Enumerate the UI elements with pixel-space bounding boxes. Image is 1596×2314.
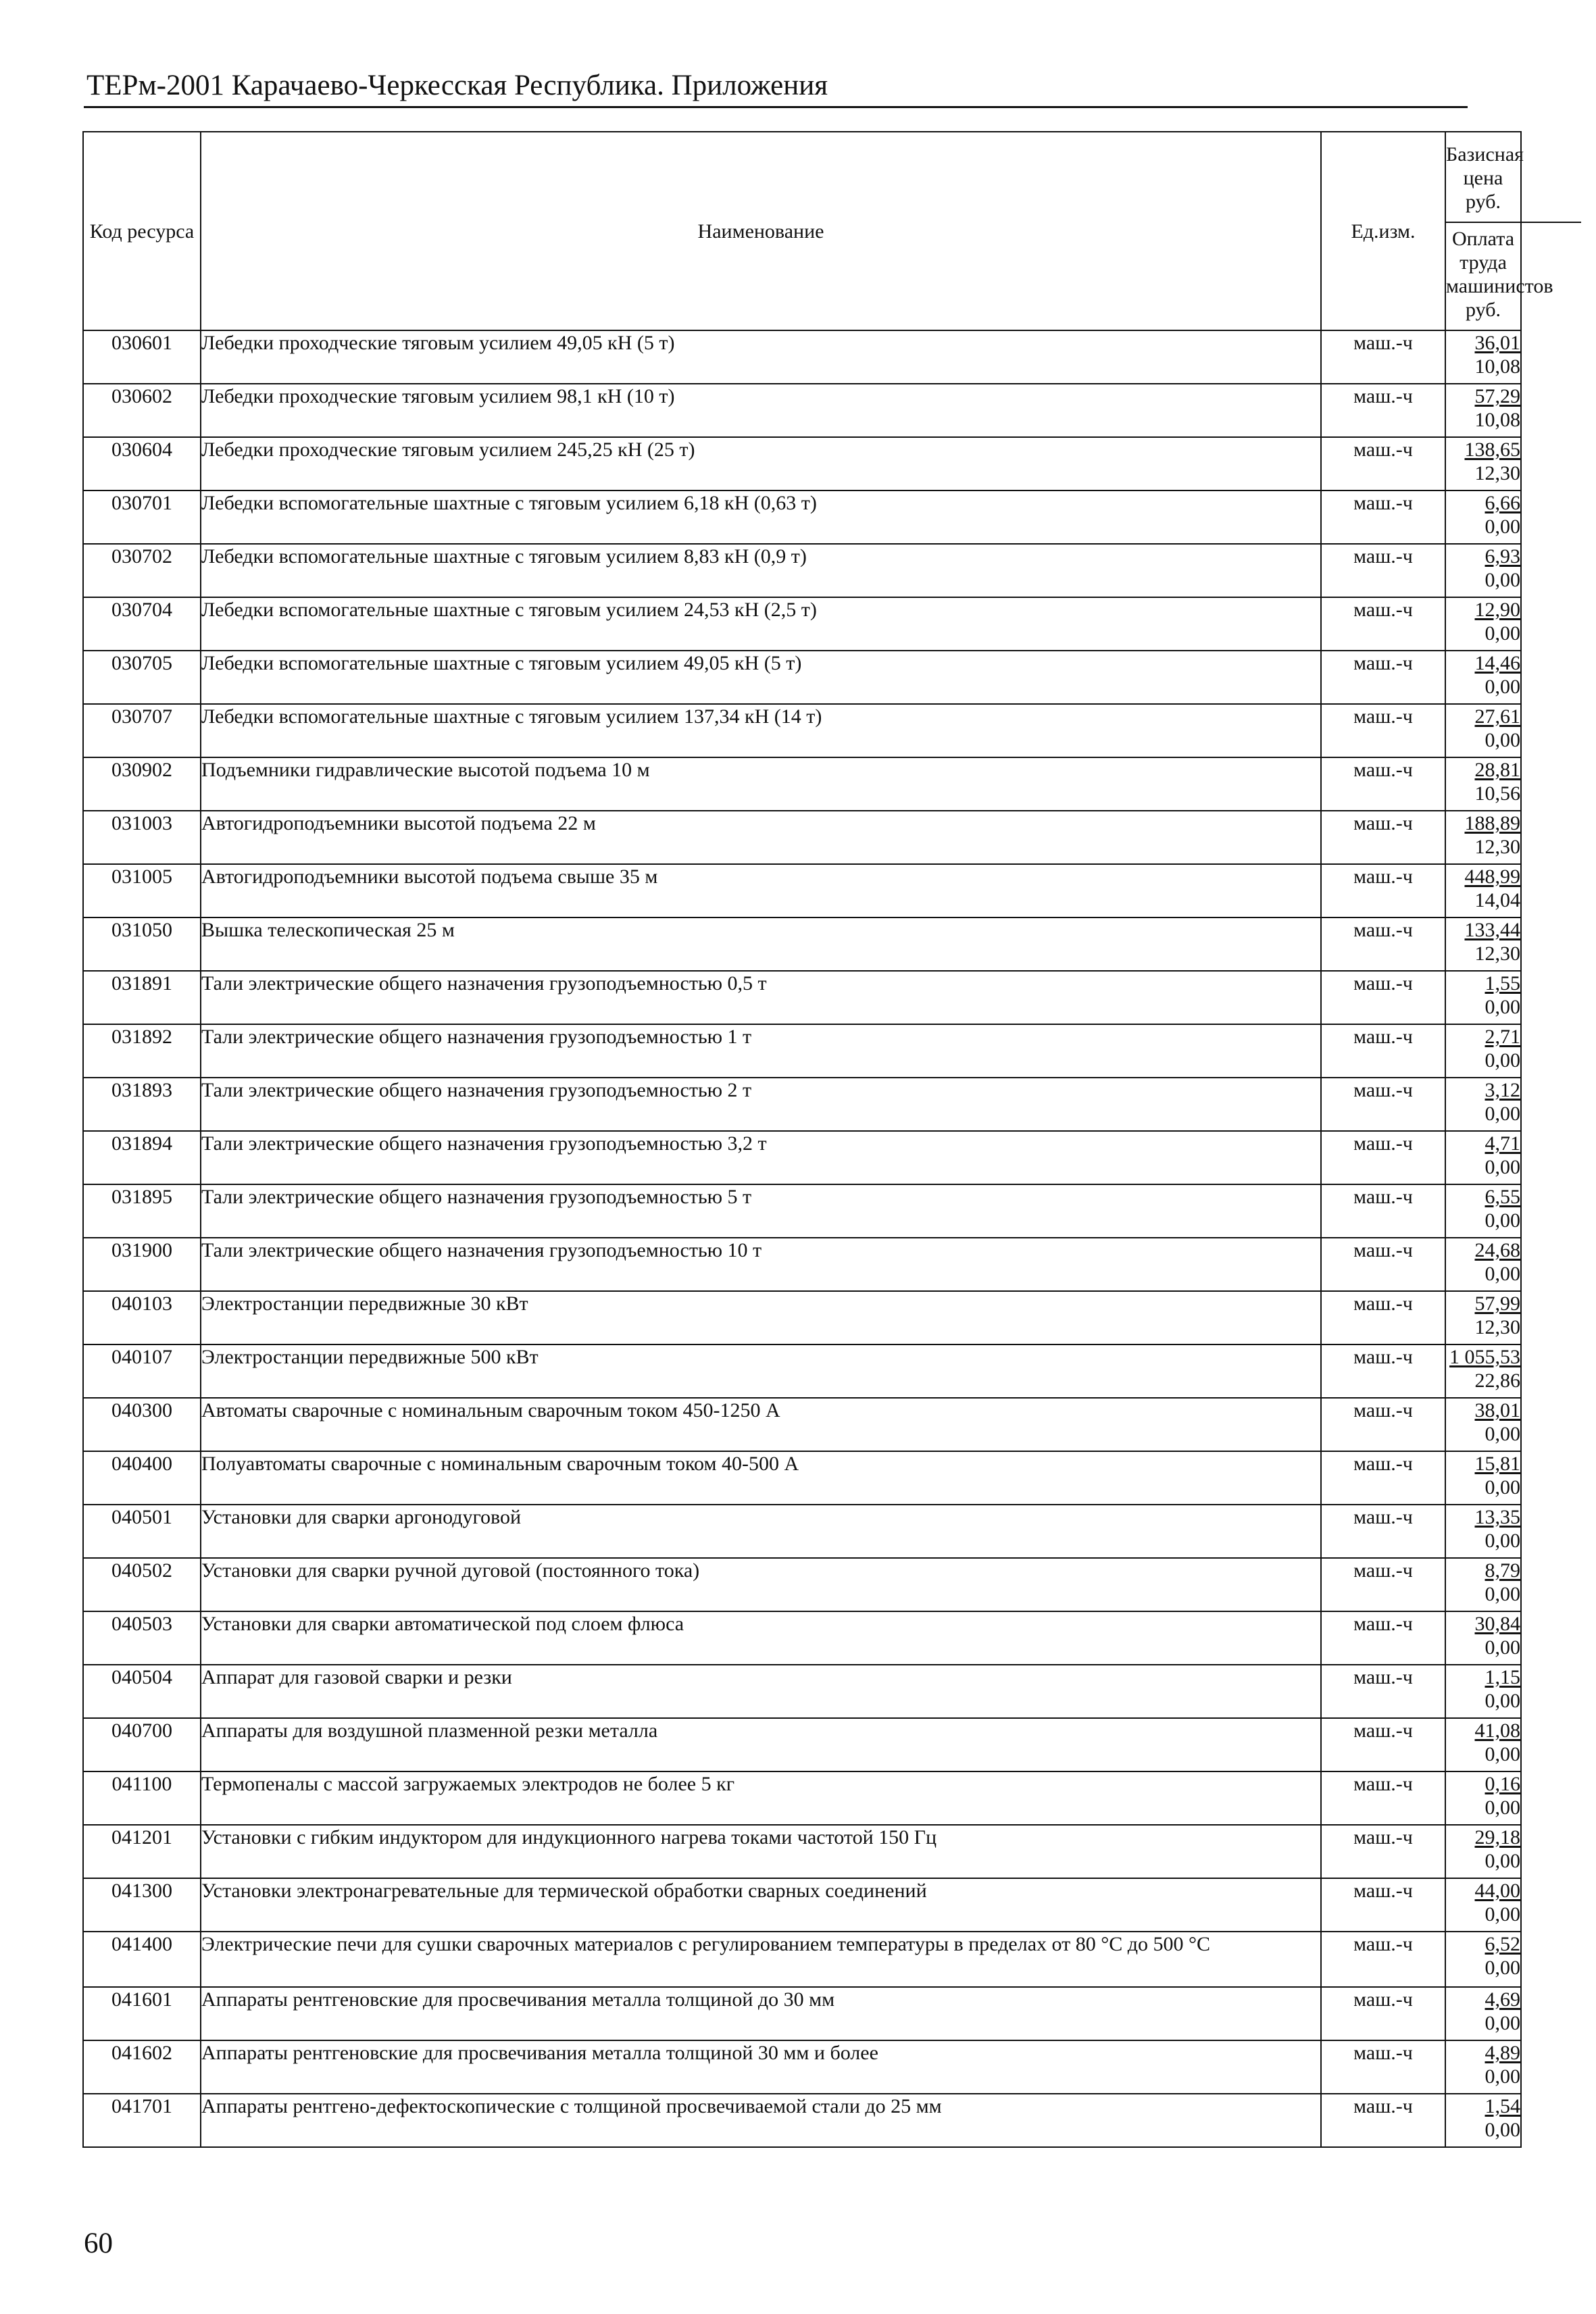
base-price-value: 36,01 [1474,332,1520,354]
price-cell [1445,1665,1521,1718]
unit-cell: маш.-ч [1321,1825,1445,1878]
header-rule [84,106,1468,108]
table-row [83,384,1521,437]
base-price-value: 29,18 [1474,1826,1520,1848]
operator-wage-value: 14,04 [1474,889,1520,911]
base-price-value: 1,55 [1485,972,1520,995]
resource-code-cell: 040502 [83,1558,201,1611]
column-header-unit: Ед.изм. [1321,132,1445,330]
operator-wage-value: 0,00 [1485,2119,1520,2141]
operator-wage-value: 0,00 [1485,1209,1520,1232]
resource-code-cell: 031894 [83,1131,201,1184]
unit-cell: маш.-ч [1321,864,1445,917]
operator-wage-value: 0,00 [1485,569,1520,591]
resource-name-cell: Электрические печи для сушки сварочных материалов с регулированием температуры в пределах от 80 °С до 500 °С [201,1932,1321,1987]
unit-cell: маш.-ч [1321,1451,1445,1505]
price-cell [1445,757,1521,811]
table-header [83,132,1553,330]
price-cell [1445,1558,1521,1611]
resource-code-cell: 030702 [83,544,201,597]
unit-cell: маш.-ч [1321,971,1445,1024]
base-price-value: 448,99 [1464,865,1520,888]
resource-name-cell: Вышка телескопическая 25 м [201,917,1321,971]
unit-cell: маш.-ч [1321,1932,1445,1987]
operator-wage-value: 0,00 [1485,1903,1520,1926]
unit-cell: маш.-ч [1321,704,1445,757]
price-cell [1445,1771,1521,1825]
table-row [83,437,1521,491]
unit-cell: маш.-ч [1321,384,1445,437]
resource-code-cell: 030704 [83,597,201,651]
resource-name-cell: Автоматы сварочные с номинальным сварочным током 450-1250 А [201,1398,1321,1451]
column-header-code: Код ресурса [83,132,201,330]
operator-wage-value: 0,00 [1485,1049,1520,1072]
price-cell [1445,1451,1521,1505]
table-row [83,1987,1521,2040]
resource-name-cell: Лебедки проходческие тяговым усилием 49,05 кН (5 т) [201,330,1321,384]
table-row [83,1558,1521,1611]
base-price-value: 0,16 [1485,1773,1520,1795]
resource-name-cell: Подъемники гидравлические высотой подъема 10 м [201,757,1321,811]
resource-name-cell: Лебедки проходческие тяговым усилием 245,25 кН (25 т) [201,437,1321,491]
operator-wage-value: 12,30 [1474,462,1520,484]
page-number: 60 [84,2228,113,2259]
resource-name-cell: Установки с гибким индуктором для индукционного нагрева токами частотой 150 Гц [201,1825,1321,1878]
resource-code-cell: 030701 [83,491,201,544]
operator-wage-value: 0,00 [1485,996,1520,1018]
table-row [83,864,1521,917]
table-row [83,651,1521,704]
unit-cell: маш.-ч [1321,757,1445,811]
column-header-divider [1446,222,1581,223]
table-row [83,704,1521,757]
unit-cell: маш.-ч [1321,1238,1445,1291]
price-cell [1445,1718,1521,1771]
operator-wage-value: 0,00 [1485,1636,1520,1659]
unit-cell: маш.-ч [1321,1344,1445,1398]
resource-name-cell: Автогидроподъемники высотой подъема свыше 35 м [201,864,1321,917]
table-row [83,1878,1521,1932]
resource-name-cell: Лебедки проходческие тяговым усилием 98,1 кН (10 т) [201,384,1321,437]
table-row [83,2094,1521,2147]
price-cell [1445,1878,1521,1932]
unit-cell: маш.-ч [1321,1558,1445,1611]
resource-code-cell: 030602 [83,384,201,437]
resource-name-cell: Тали электрические общего назначения грузоподъемностью 1 т [201,1024,1321,1078]
unit-cell: маш.-ч [1321,1184,1445,1238]
unit-cell: маш.-ч [1321,1611,1445,1665]
table-row [83,1451,1521,1505]
price-cell [1445,1291,1521,1344]
unit-cell: маш.-ч [1321,1291,1445,1344]
resource-code-cell: 040107 [83,1344,201,1398]
resource-name-cell: Установки для сварки аргонодуговой [201,1505,1321,1558]
price-cell [1445,1184,1521,1238]
base-price-value: 3,12 [1485,1079,1520,1101]
resource-code-cell: 031893 [83,1078,201,1131]
resource-name-cell: Автогидроподъемники высотой подъема 22 м [201,811,1321,864]
unit-cell: маш.-ч [1321,1024,1445,1078]
resource-code-cell: 030604 [83,437,201,491]
base-price-value: 4,71 [1485,1132,1520,1155]
operator-wage-value: 0,00 [1485,1156,1520,1178]
resource-code-cell: 030601 [83,330,201,384]
table-row [83,1932,1521,1987]
resource-name-cell: Термопеналы с массой загружаемых электродов не более 5 кг [201,1771,1321,1825]
resource-code-cell: 040103 [83,1291,201,1344]
resource-table [82,131,1553,2148]
operator-wage-value: 12,30 [1474,1316,1520,1338]
resource-name-cell: Электростанции передвижные 500 кВт [201,1344,1321,1398]
operator-wage-value: 0,00 [1485,622,1520,645]
resource-code-cell: 041201 [83,1825,201,1878]
operator-wage-value: 0,00 [1485,1263,1520,1285]
resource-code-cell: 040300 [83,1398,201,1451]
resource-name-cell: Аппараты рентгеновские для просвечивания металла толщиной 30 мм и более [201,2040,1321,2094]
operator-wage-value: 0,00 [1485,1743,1520,1765]
price-cell [1445,651,1521,704]
operator-wage-value: 0,00 [1485,676,1520,698]
resource-name-cell: Тали электрические общего назначения грузоподъемностью 5 т [201,1184,1321,1238]
operator-wage-value: 0,00 [1485,1583,1520,1605]
resource-name-cell: Полуавтоматы сварочные с номинальным сварочным током 40-500 А [201,1451,1321,1505]
resource-code-cell: 041400 [83,1932,201,1987]
unit-cell: маш.-ч [1321,651,1445,704]
table-row [83,491,1521,544]
resource-name-cell: Установки для сварки автоматической под слоем флюса [201,1611,1321,1665]
price-cell [1445,1932,1521,1987]
resource-name-cell: Лебедки вспомогательные шахтные с тяговым усилием 24,53 кН (2,5 т) [201,597,1321,651]
unit-cell: маш.-ч [1321,2040,1445,2094]
unit-cell: маш.-ч [1321,1987,1445,2040]
table-row [83,1238,1521,1291]
unit-cell: маш.-ч [1321,917,1445,971]
table-row [83,1771,1521,1825]
resource-name-cell: Тали электрические общего назначения грузоподъемностью 10 т [201,1238,1321,1291]
resource-name-cell: Лебедки вспомогательные шахтные с тяговым усилием 137,34 кН (14 т) [201,704,1321,757]
resource-name-cell: Аппарат для газовой сварки и резки [201,1665,1321,1718]
resource-code-cell: 031050 [83,917,201,971]
resource-code-cell: 031900 [83,1238,201,1291]
operator-wage-value: 0,00 [1485,2065,1520,2088]
price-cell [1445,2094,1521,2147]
base-price-value: 8,79 [1485,1559,1520,1582]
unit-cell: маш.-ч [1321,1398,1445,1451]
operator-wage-value: 22,86 [1474,1369,1520,1392]
unit-cell: маш.-ч [1321,1771,1445,1825]
unit-cell: маш.-ч [1321,330,1445,384]
table-row [83,1131,1521,1184]
resource-name-cell: Установки для сварки ручной дуговой (постоянного тока) [201,1558,1321,1611]
price-cell [1445,1505,1521,1558]
price-cell [1445,1078,1521,1131]
resource-name-cell: Аппараты для воздушной плазменной резки металла [201,1718,1321,1771]
base-price-value: 1,54 [1485,2095,1520,2117]
base-price-value: 38,01 [1474,1399,1520,1422]
base-price-value: 4,89 [1485,2042,1520,2064]
table-row [83,1398,1521,1451]
resource-code-cell: 041602 [83,2040,201,2094]
operator-wage-value: 10,08 [1474,409,1520,431]
resource-code-cell: 040700 [83,1718,201,1771]
resource-code-cell: 031891 [83,971,201,1024]
base-price-value: 6,55 [1485,1186,1520,1208]
unit-cell: маш.-ч [1321,437,1445,491]
base-price-value: 30,84 [1474,1613,1520,1635]
unit-cell: маш.-ч [1321,491,1445,544]
table-row [83,1611,1521,1665]
operator-wage-value: 0,00 [1485,2012,1520,2034]
unit-cell: маш.-ч [1321,1878,1445,1932]
price-cell [1445,384,1521,437]
resource-code-cell: 030705 [83,651,201,704]
base-price-value: 27,61 [1474,705,1520,728]
resource-name-cell: Тали электрические общего назначения грузоподъемностью 2 т [201,1078,1321,1131]
operator-wage-value: 10,08 [1474,355,1520,378]
unit-cell: маш.-ч [1321,544,1445,597]
operator-wage-value: 0,00 [1485,1103,1520,1125]
base-price-value: 2,71 [1485,1026,1520,1048]
unit-cell: маш.-ч [1321,597,1445,651]
table-row [83,1825,1521,1878]
operator-wage-value: 10,56 [1474,782,1520,805]
table-body [83,330,1521,2147]
price-cell [1445,1825,1521,1878]
base-price-value: 6,66 [1485,492,1520,514]
resource-code-cell: 031892 [83,1024,201,1078]
resource-name-cell: Тали электрические общего назначения грузоподъемностью 0,5 т [201,971,1321,1024]
base-price-value: 1,15 [1485,1666,1520,1688]
column-header-price [1445,132,1553,330]
base-price-value: 41,08 [1474,1719,1520,1742]
table-row [83,1665,1521,1718]
resource-code-cell: 041701 [83,2094,201,2147]
price-cell [1445,544,1521,597]
table-row [83,757,1521,811]
column-header-name: Наименование [201,132,1321,330]
price-cell [1445,1987,1521,2040]
unit-cell: маш.-ч [1321,811,1445,864]
table-row [83,1078,1521,1131]
resource-code-cell: 041601 [83,1987,201,2040]
resource-code-cell: 040501 [83,1505,201,1558]
base-price-value: 28,81 [1474,759,1520,781]
base-price-value: 4,69 [1485,1988,1520,2011]
price-cell [1445,1024,1521,1078]
resource-name-cell: Аппараты рентгеновские для просвечивания металла толщиной до 30 мм [201,1987,1321,2040]
table-row [83,1024,1521,1078]
table-row [83,917,1521,971]
operator-wage-value: 0,00 [1485,1690,1520,1712]
table-row [83,1184,1521,1238]
resource-code-cell: 031895 [83,1184,201,1238]
price-cell [1445,1238,1521,1291]
column-header-base-price: Базисная цена руб. [1446,143,1524,213]
operator-wage-value: 0,00 [1485,729,1520,751]
resource-name-cell: Электростанции передвижные 30 кВт [201,1291,1321,1344]
price-cell [1445,597,1521,651]
table-row [83,1718,1521,1771]
operator-wage-value: 0,00 [1485,1850,1520,1872]
resource-code-cell: 040504 [83,1665,201,1718]
resource-code-cell: 031005 [83,864,201,917]
table-row [83,597,1521,651]
price-cell [1445,330,1521,384]
base-price-value: 44,00 [1474,1880,1520,1902]
unit-cell: маш.-ч [1321,1131,1445,1184]
resource-name-cell: Лебедки вспомогательные шахтные с тяговым усилием 49,05 кН (5 т) [201,651,1321,704]
table-row [83,544,1521,597]
price-cell [1445,971,1521,1024]
price-cell [1445,1398,1521,1451]
table-row [83,1291,1521,1344]
base-price-value: 13,35 [1474,1506,1520,1528]
unit-cell: маш.-ч [1321,2094,1445,2147]
resource-code-cell: 030707 [83,704,201,757]
resource-name-cell: Лебедки вспомогательные шахтные с тяговым усилием 6,18 кН (0,63 т) [201,491,1321,544]
operator-wage-value: 12,30 [1474,836,1520,858]
operator-wage-value: 12,30 [1474,942,1520,965]
resource-name-cell: Лебедки вспомогательные шахтные с тяговым усилием 8,83 кН (0,9 т) [201,544,1321,597]
page-header-title: ТЕРм-2001 Карачаево-Черкесская Республика. Приложения [86,70,828,101]
resource-code-cell: 041300 [83,1878,201,1932]
base-price-value: 57,99 [1474,1292,1520,1315]
table-row [83,1505,1521,1558]
base-price-value: 24,68 [1474,1239,1520,1261]
price-cell [1445,1131,1521,1184]
unit-cell: маш.-ч [1321,1665,1445,1718]
resource-name-cell: Тали электрические общего назначения грузоподъемностью 3,2 т [201,1131,1321,1184]
price-cell [1445,917,1521,971]
operator-wage-value: 0,00 [1485,515,1520,538]
base-price-value: 138,65 [1464,438,1520,461]
price-cell [1445,864,1521,917]
resource-code-cell: 040400 [83,1451,201,1505]
resource-name-cell: Аппараты рентгено-дефектоскопические с толщиной просвечиваемой стали до 25 мм [201,2094,1321,2147]
base-price-value: 6,93 [1485,545,1520,568]
price-cell [1445,491,1521,544]
column-header-operator-wage: Оплата труда машинистов руб. [1446,227,1553,321]
unit-cell: маш.-ч [1321,1718,1445,1771]
unit-cell: маш.-ч [1321,1505,1445,1558]
base-price-value: 57,29 [1474,385,1520,407]
operator-wage-value: 0,00 [1485,1796,1520,1819]
price-cell [1445,2040,1521,2094]
operator-wage-value: 0,00 [1485,1423,1520,1445]
operator-wage-value: 0,00 [1485,1530,1520,1552]
base-price-value: 188,89 [1464,812,1520,834]
table-row [83,971,1521,1024]
price-cell [1445,437,1521,491]
operator-wage-value: 0,00 [1485,1476,1520,1499]
table-row [83,1344,1521,1398]
table-row [83,2040,1521,2094]
price-cell [1445,704,1521,757]
base-price-value: 12,90 [1474,599,1520,621]
unit-cell: маш.-ч [1321,1078,1445,1131]
resource-code-cell: 041100 [83,1771,201,1825]
base-price-value: 133,44 [1464,919,1520,941]
table-row [83,811,1521,864]
resource-name-cell: Установки электронагревательные для термической обработки сварных соединений [201,1878,1321,1932]
resource-code-cell: 040503 [83,1611,201,1665]
operator-wage-value: 0,00 [1485,1957,1520,1979]
price-cell [1445,1611,1521,1665]
base-price-value: 1 055,53 [1449,1346,1520,1368]
table-row [83,330,1521,384]
base-price-value: 6,52 [1485,1933,1520,1955]
base-price-value: 14,46 [1474,652,1520,674]
resource-code-cell: 030902 [83,757,201,811]
resource-code-cell: 031003 [83,811,201,864]
base-price-value: 15,81 [1474,1453,1520,1475]
price-cell [1445,1344,1521,1398]
price-cell [1445,811,1521,864]
